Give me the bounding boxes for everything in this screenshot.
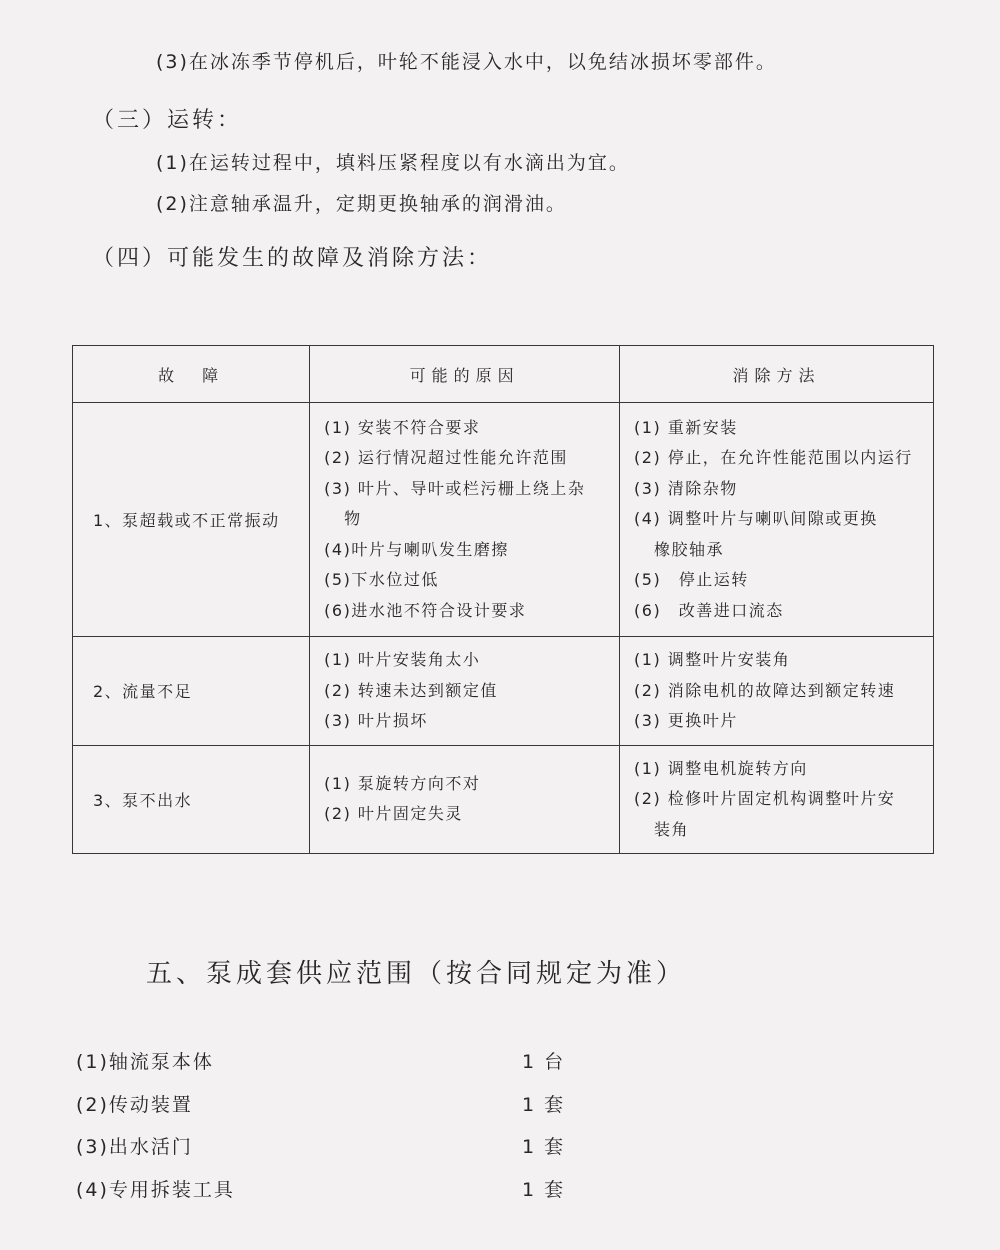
header-remedy: 消除方法 (620, 346, 934, 403)
fault-cell: 3、泵不出水 (73, 745, 310, 854)
cause-item: (4)叶片与喇叭发生磨擦 (324, 539, 509, 559)
remedy-item: (5) 停止运转 (634, 570, 749, 590)
table-row (73, 745, 934, 854)
cause-item: (2) 运行情况超过性能允许范围 (324, 448, 568, 468)
remedy-cell (620, 745, 934, 854)
supply-item-qty: 1 套 (522, 1179, 566, 1201)
remedy-item: (1) 调整电机旋转方向 (634, 758, 808, 778)
cause-item: (1) 安装不符合要求 (324, 417, 481, 437)
supply-item-name: (1)轴流泵本体 (76, 1051, 214, 1073)
cause-item: (3) 叶片损坏 (324, 711, 428, 730)
supply-item (76, 1090, 676, 1117)
cause-item: (1) 叶片安装角太小 (324, 650, 481, 669)
cause-item: (2) 转速未达到额定值 (324, 680, 498, 700)
cause-item: (2) 叶片固定失灵 (324, 804, 463, 824)
fault-cell: 2、流量不足 (73, 637, 310, 746)
remedy-item-continuation: 装角 (654, 819, 690, 839)
maintenance-item-3: (3)在冰冻季节停机后，叶轮不能浸入水中，以免结冰损坏零部件。 (156, 51, 777, 73)
remedy-item: (3) 清除杂物 (634, 478, 738, 498)
cause-item-continuation: 物 (344, 509, 362, 529)
section-5-title: 五、泵成套供应范围（按合同规定为准） (146, 959, 687, 989)
section-4-title: （四）可能发生的故障及消除方法： (92, 246, 493, 271)
supply-item (76, 1047, 676, 1074)
cause-cell (310, 637, 620, 746)
remedy-item-continuation: 橡胶轴承 (654, 539, 725, 559)
table-row (73, 403, 934, 637)
supply-item-qty: 1 台 (522, 1051, 566, 1073)
remedy-item: (2) 停止，在允许性能范围以内运行 (634, 448, 913, 468)
remedy-item: (6) 改善进口流态 (634, 600, 784, 620)
remedy-item: (2) 消除电机的故障达到额定转速 (634, 680, 896, 700)
remedy-item: (2) 检修叶片固定机构调整叶片安 (634, 789, 896, 808)
remedy-cell (620, 403, 934, 637)
table-header-row (73, 346, 934, 403)
table-row (73, 637, 934, 746)
section-3-item-1: (1)在运转过程中，填料压紧程度以有水滴出为宜。 (156, 152, 630, 174)
supply-item (76, 1132, 676, 1159)
supply-item-qty: 1 套 (522, 1094, 566, 1116)
supply-item-name: (3)出水活门 (76, 1136, 193, 1158)
supply-item-name: (4)专用拆装工具 (76, 1179, 235, 1201)
cause-cell (310, 403, 620, 637)
fault-table (72, 345, 934, 854)
remedy-item: (1) 重新安装 (634, 417, 738, 437)
cause-item: (1) 泵旋转方向不对 (324, 773, 481, 793)
supply-item-name: (2)传动装置 (76, 1094, 193, 1116)
remedy-item: (1) 调整叶片安装角 (634, 650, 791, 669)
header-cause: 可能的原因 (310, 346, 620, 403)
fault-cell: 1、泵超载或不正常振动 (73, 403, 310, 637)
supply-item-qty: 1 套 (522, 1136, 566, 1158)
cause-cell (310, 745, 620, 854)
remedy-cell (620, 637, 934, 746)
remedy-item: (4) 调整叶片与喇叭间隙或更换 (634, 509, 878, 529)
header-fault: 故 障 (73, 346, 310, 403)
section-3-item-2: (2)注意轴承温升，定期更换轴承的润滑油。 (156, 193, 567, 215)
cause-item: (5)下水位过低 (324, 570, 439, 590)
cause-item: (6)进水池不符合设计要求 (324, 600, 527, 620)
remedy-item: (3) 更换叶片 (634, 711, 738, 730)
cause-item: (3) 叶片、导叶或栏污栅上绕上杂 (324, 478, 586, 498)
section-3-title: （三）运转： (92, 108, 243, 133)
supply-item (76, 1175, 676, 1202)
